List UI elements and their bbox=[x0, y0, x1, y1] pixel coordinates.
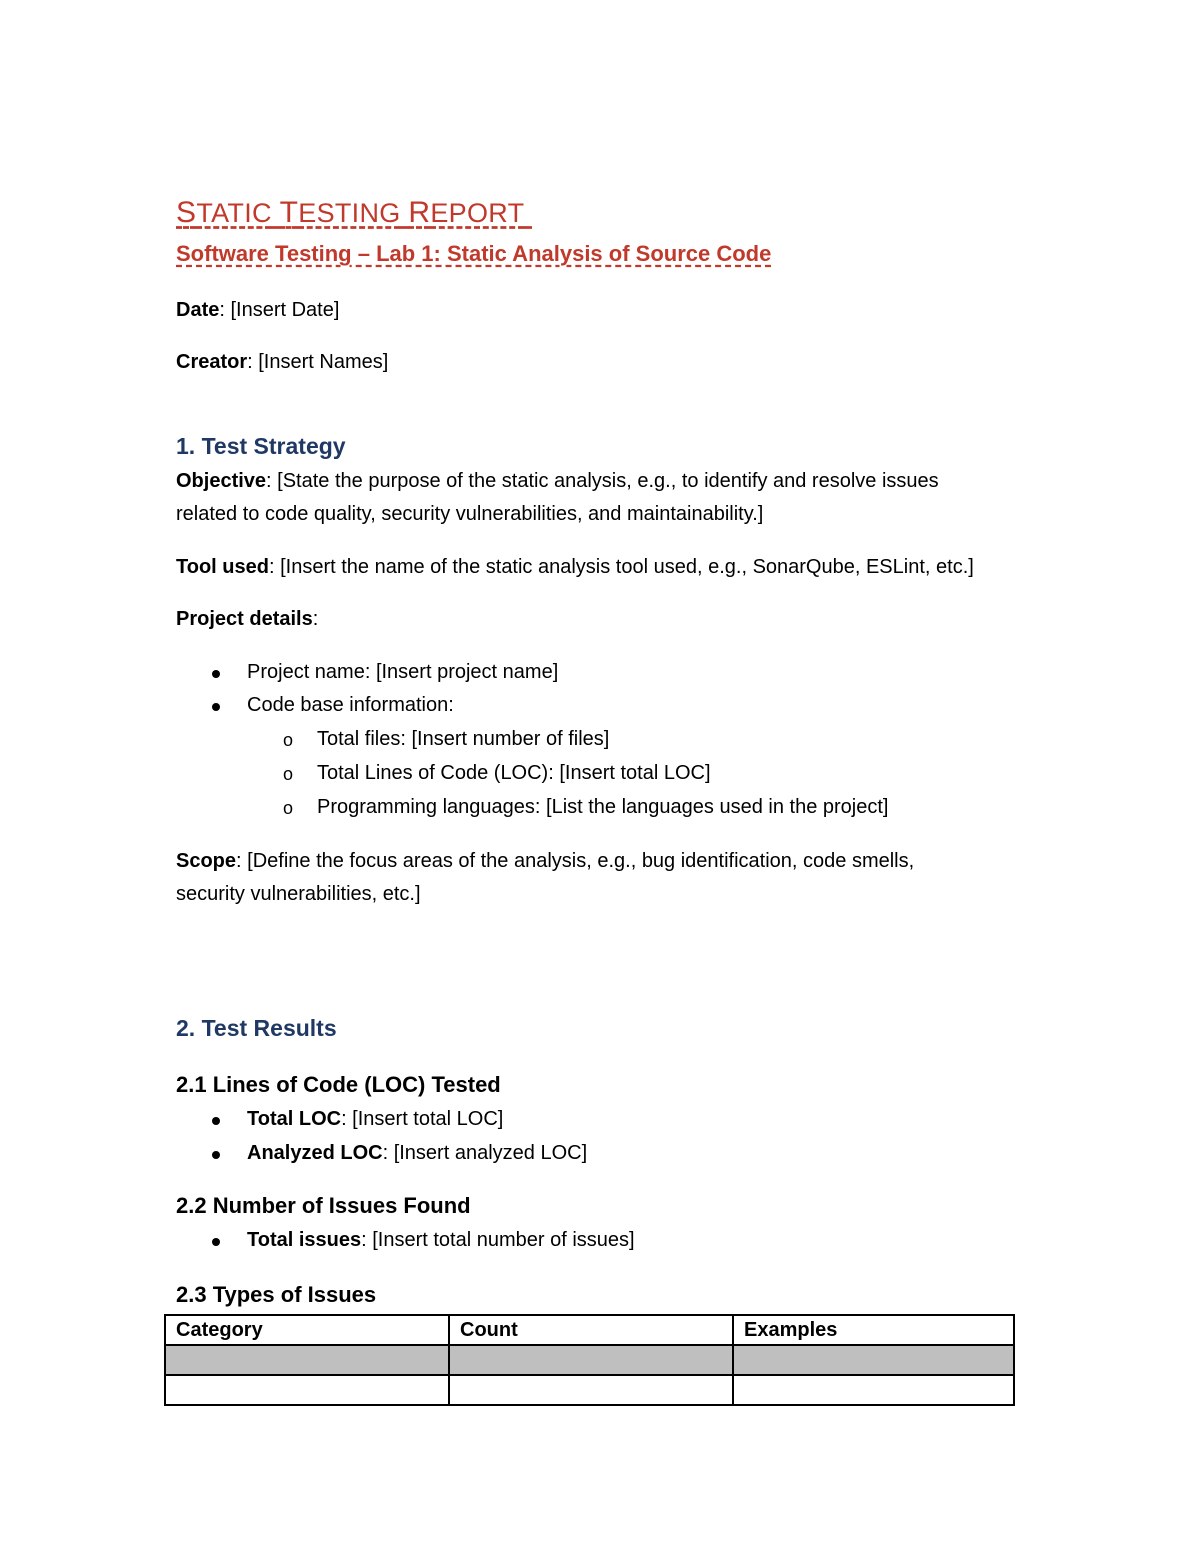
total-loc-result: Total LOC: [Insert total LOC] bbox=[247, 1108, 504, 1130]
section-2-2-heading: 2.2 Number of Issues Found bbox=[176, 1193, 471, 1218]
languages-item: Programming languages: [List the languages used in the project] bbox=[317, 796, 889, 818]
table-cell[interactable] bbox=[449, 1375, 733, 1405]
analyzed-loc-result: Analyzed LOC: [Insert analyzed LOC] bbox=[247, 1142, 588, 1164]
table-row bbox=[165, 1375, 1014, 1405]
report-subtitle: Software Testing – Lab 1: Static Analysis of Source Code bbox=[176, 241, 772, 266]
tool-used-line: Tool used: [Insert the name of the static analysis tool used, e.g., SonarQube, ESLint, etc.] bbox=[176, 556, 974, 578]
report-title: STATIC TESTING REPORT bbox=[176, 196, 525, 229]
bullet-icon bbox=[212, 703, 220, 711]
table-cell[interactable] bbox=[165, 1375, 449, 1405]
total-loc-item: Total Lines of Code (LOC): [Insert total LOC] bbox=[317, 762, 711, 784]
circle-bullet-icon: o bbox=[283, 798, 294, 818]
table-row bbox=[165, 1345, 1014, 1375]
section-1-heading: 1. Test Strategy bbox=[176, 433, 346, 459]
section-2-3-heading: 2.3 Types of Issues bbox=[176, 1282, 377, 1307]
section-2-1-heading: 2.1 Lines of Code (LOC) Tested bbox=[176, 1072, 501, 1097]
date-line: Date: [Insert Date] bbox=[176, 299, 340, 321]
bullet-icon bbox=[212, 670, 220, 678]
objective-line-1: Objective: [State the purpose of the static analysis, e.g., to identify and resolve issues bbox=[176, 470, 939, 492]
circle-bullet-icon: o bbox=[283, 764, 294, 784]
total-issues-result: Total issues: [Insert total number of issues] bbox=[247, 1229, 635, 1251]
bullet-icon bbox=[212, 1151, 220, 1159]
table-header-row bbox=[165, 1315, 1014, 1345]
circle-bullet-icon: o bbox=[283, 730, 294, 750]
section-2-heading: 2. Test Results bbox=[176, 1015, 337, 1041]
bullet-icon bbox=[212, 1117, 220, 1125]
bullet-icon bbox=[212, 1238, 220, 1246]
header-category: Category bbox=[165, 1315, 449, 1345]
project-name-item: Project name: [Insert project name] bbox=[247, 661, 559, 683]
header-count: Count bbox=[449, 1315, 733, 1345]
table-cell[interactable] bbox=[733, 1375, 1014, 1405]
creator-line: Creator: [Insert Names] bbox=[176, 351, 389, 373]
project-details-label: Project details: bbox=[176, 608, 319, 630]
table-cell[interactable] bbox=[165, 1345, 449, 1375]
table-cell[interactable] bbox=[733, 1345, 1014, 1375]
table-cell[interactable] bbox=[449, 1345, 733, 1375]
issues-table bbox=[164, 1314, 1015, 1406]
header-examples: Examples bbox=[733, 1315, 1014, 1345]
total-files-item: Total files: [Insert number of files] bbox=[317, 728, 610, 750]
scope-line-2: security vulnerabilities, etc.] bbox=[176, 883, 421, 905]
objective-line-2: related to code quality, security vulnerabilities, and maintainability.] bbox=[176, 503, 764, 525]
code-base-item: Code base information: bbox=[247, 694, 454, 716]
scope-line-1: Scope: [Define the focus areas of the analysis, e.g., bug identification, code smells, bbox=[176, 850, 915, 872]
